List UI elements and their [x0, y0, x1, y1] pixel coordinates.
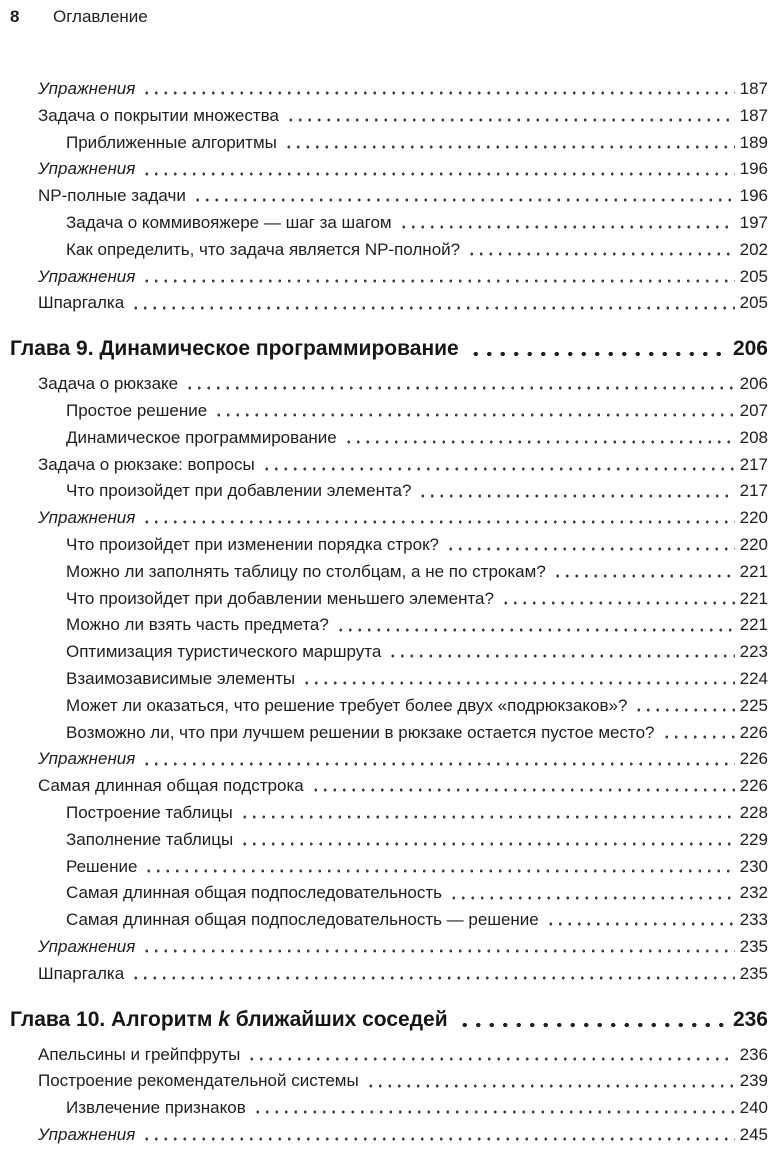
dot-leader — [553, 559, 735, 586]
toc-entry-label: Шпаргалка — [38, 293, 125, 313]
dot-leader — [634, 693, 734, 720]
toc-entry — [10, 1095, 768, 1122]
dot-leader — [469, 333, 725, 365]
toc-entry — [10, 559, 768, 586]
toc-entry-label: Взаимозависимые элементы — [66, 668, 296, 688]
toc-entry-page: 206 — [739, 374, 768, 394]
toc-entry-label: Шпаргалка — [38, 963, 125, 983]
dot-leader — [142, 746, 734, 773]
toc-entry-page: 220 — [739, 508, 768, 528]
toc-entry-page: 187 — [739, 79, 768, 98]
toc-entry-label: Упражнения — [38, 508, 136, 528]
toc-entry-label: Как определить, что задача является NP-полной? — [66, 239, 461, 259]
toc-entry-label: Извлечение признаков — [66, 1098, 246, 1118]
toc-entry-label: Что произойдет при добавлении элемента? — [66, 481, 412, 501]
toc-entry — [10, 1068, 768, 1095]
toc-entry — [10, 478, 768, 505]
dot-leader — [214, 398, 734, 425]
toc-entry-label: Можно ли заполнять таблицу по столбцам, а не по строкам? — [66, 561, 546, 581]
toc-entry — [10, 505, 768, 532]
toc-entry — [10, 76, 768, 103]
toc-entry-label-part: k — [218, 1007, 230, 1031]
toc-entry — [10, 773, 768, 800]
dot-leader — [144, 854, 734, 881]
toc-entry-page: 233 — [739, 910, 768, 930]
toc-entry — [10, 210, 768, 237]
toc-entry-page: 235 — [739, 963, 768, 983]
toc-entry-label: Упражнения — [38, 159, 136, 179]
dot-leader — [311, 773, 735, 800]
toc-entry — [10, 237, 768, 264]
toc-entry — [10, 371, 768, 398]
toc-entry-page: 206 — [732, 337, 768, 361]
toc-entry-page: 226 — [739, 776, 768, 796]
running-header — [10, 6, 768, 28]
toc-list — [10, 76, 768, 1149]
dot-leader — [240, 800, 735, 827]
toc-entry-page: 197 — [739, 212, 768, 232]
toc-entry — [10, 452, 768, 479]
toc-entry — [10, 612, 768, 639]
toc-entry — [10, 130, 768, 157]
dot-leader — [662, 720, 735, 747]
dot-leader — [546, 907, 735, 934]
dot-leader — [344, 425, 735, 452]
toc-entry — [10, 800, 768, 827]
dot-leader — [388, 639, 734, 666]
toc-entry-label: Заполнение таблицы — [66, 829, 234, 849]
toc-entry — [10, 1122, 768, 1149]
toc-entry-page: 223 — [739, 642, 768, 662]
toc-entry-page: 236 — [739, 1044, 768, 1064]
toc-entry-page: 228 — [739, 802, 768, 822]
dot-leader — [262, 452, 735, 479]
toc-entry-page: 205 — [739, 293, 768, 313]
dot-leader — [142, 505, 734, 532]
toc-entry-page: 245 — [739, 1124, 768, 1144]
running-title: Оглавление — [52, 7, 148, 26]
toc-entry-page: 230 — [739, 856, 768, 876]
toc-entry — [10, 1042, 768, 1069]
toc-entry-label-part: Глава 10. Алгоритм — [10, 1007, 219, 1031]
toc-entry-label: NP-полные задачи — [38, 186, 186, 206]
toc-entry-label: Упражнения — [38, 266, 136, 286]
toc-entry-label: Может ли оказаться, что решение требует более двух «подрюкзаков»? — [66, 695, 628, 715]
toc-chapter-heading — [10, 1004, 768, 1036]
toc-entry-label: Упражнения — [38, 749, 136, 769]
dot-leader — [247, 1042, 734, 1069]
toc-entry — [10, 827, 768, 854]
toc-entry-page: 232 — [739, 883, 768, 903]
toc-entry-page: 240 — [739, 1098, 768, 1118]
toc-entry — [10, 586, 768, 613]
toc-entry-page: 217 — [739, 481, 768, 501]
toc-entry-label: Задача о покрытии множества — [38, 105, 279, 125]
toc-entry-label: Оптимизация туристического маршрута — [66, 642, 382, 662]
toc-entry-page: 226 — [739, 722, 768, 742]
dot-leader — [458, 1004, 725, 1036]
toc-entry-page: 236 — [732, 1007, 768, 1031]
toc-entry-page: 208 — [739, 427, 768, 447]
toc-entry-label: Приближенные алгоритмы — [66, 132, 277, 152]
toc-entry — [10, 854, 768, 881]
toc-chapter-heading — [10, 333, 768, 365]
dot-leader — [302, 666, 735, 693]
dot-leader — [185, 371, 735, 398]
toc-entry — [10, 532, 768, 559]
toc-entry-page: 221 — [739, 588, 768, 608]
toc-entry — [10, 666, 768, 693]
toc-entry-label: Решение — [66, 856, 138, 876]
dot-leader — [253, 1095, 735, 1122]
toc-entry-label: Самая длинная общая подпоследовательность — решение — [66, 910, 539, 930]
toc-entry-label: Задача о коммивояжере — шаг за шагом — [66, 212, 392, 232]
toc-entry-label: Простое решение — [66, 400, 208, 420]
toc-entry-label: Самая длинная общая подстрока — [38, 776, 304, 796]
dot-leader — [240, 827, 734, 854]
toc-entry-page: 187 — [739, 105, 768, 125]
toc-entry-label: Что произойдет при изменении порядка строк? — [66, 534, 439, 554]
toc-entry-page: 221 — [739, 615, 768, 635]
toc-entry — [10, 907, 768, 934]
dot-leader — [366, 1068, 735, 1095]
toc-entry — [10, 934, 768, 961]
dot-leader — [142, 156, 734, 183]
toc-entry-page: 217 — [739, 454, 768, 474]
toc-entry-label: Построение рекомендательной системы — [38, 1071, 359, 1091]
toc-entry-page: 202 — [739, 239, 768, 259]
toc-entry-label: Апельсины и грейпфруты — [38, 1044, 241, 1064]
toc-entry-label: Упражнения — [38, 79, 136, 98]
dot-leader — [284, 130, 735, 157]
toc-entry — [10, 183, 768, 210]
toc-entry-label-part: ближайших соседей — [229, 1007, 448, 1031]
toc-entry — [10, 880, 768, 907]
dot-leader — [467, 237, 735, 264]
toc-entry — [10, 639, 768, 666]
toc-entry-page: 229 — [739, 829, 768, 849]
toc-entry-page: 196 — [739, 159, 768, 179]
toc-entry — [10, 961, 768, 988]
toc-entry-page: 224 — [739, 668, 768, 688]
toc-entry-page: 207 — [739, 400, 768, 420]
dot-leader — [142, 264, 734, 291]
dot-leader — [286, 103, 735, 130]
toc-entry-label: Задача о рюкзаке: вопросы — [38, 454, 255, 474]
toc-entry-page: 189 — [739, 132, 768, 152]
toc-entry — [10, 720, 768, 747]
dot-leader — [142, 76, 734, 103]
toc-entry-page: 225 — [739, 695, 768, 715]
toc-entry — [10, 693, 768, 720]
toc-entry-page: 235 — [739, 936, 768, 956]
toc-entry-page: 221 — [739, 561, 768, 581]
toc-entry-label: Что произойдет при добавлении меньшего элемента? — [66, 588, 494, 608]
dot-leader — [193, 183, 735, 210]
toc-entry-label: Упражнения — [38, 1124, 136, 1144]
dot-leader — [418, 478, 734, 505]
dot-leader — [446, 532, 735, 559]
toc-entry-page: 239 — [739, 1071, 768, 1091]
toc-entry-label: Построение таблицы — [66, 802, 233, 822]
dot-leader — [131, 961, 734, 988]
page-number: 8 — [10, 7, 20, 26]
dot-leader — [336, 612, 735, 639]
toc-entry — [10, 425, 768, 452]
toc-entry-label: Возможно ли, что при лучшем решении в рюкзаке остается пустое место? — [66, 722, 655, 742]
toc-entry-label: Можно ли взять часть предмета? — [66, 615, 329, 635]
dot-leader — [501, 586, 735, 613]
dot-leader — [131, 290, 734, 317]
toc-entry — [10, 103, 768, 130]
toc-entry — [10, 398, 768, 425]
toc-entry — [10, 746, 768, 773]
toc-entry-page: 220 — [739, 534, 768, 554]
toc-entry-label: Упражнения — [38, 936, 136, 956]
toc-entry-label: Самая длинная общая подпоследовательность — [66, 883, 442, 903]
toc-entry-page: 196 — [739, 186, 768, 206]
dot-leader — [449, 880, 735, 907]
toc-entry — [10, 156, 768, 183]
toc-entry-label — [10, 1004, 448, 1036]
dot-leader — [142, 1122, 734, 1149]
dot-leader — [142, 934, 734, 961]
toc-entry — [10, 290, 768, 317]
toc-entry — [10, 264, 768, 291]
toc-entry-page: 205 — [739, 266, 768, 286]
toc-entry-label: Глава 9. Динамическое программирование — [10, 337, 459, 361]
toc-entry-label: Динамическое программирование — [66, 427, 337, 447]
dot-leader — [399, 210, 735, 237]
toc-entry-page: 226 — [739, 749, 768, 769]
toc-entry-label: Задача о рюкзаке — [38, 374, 179, 394]
